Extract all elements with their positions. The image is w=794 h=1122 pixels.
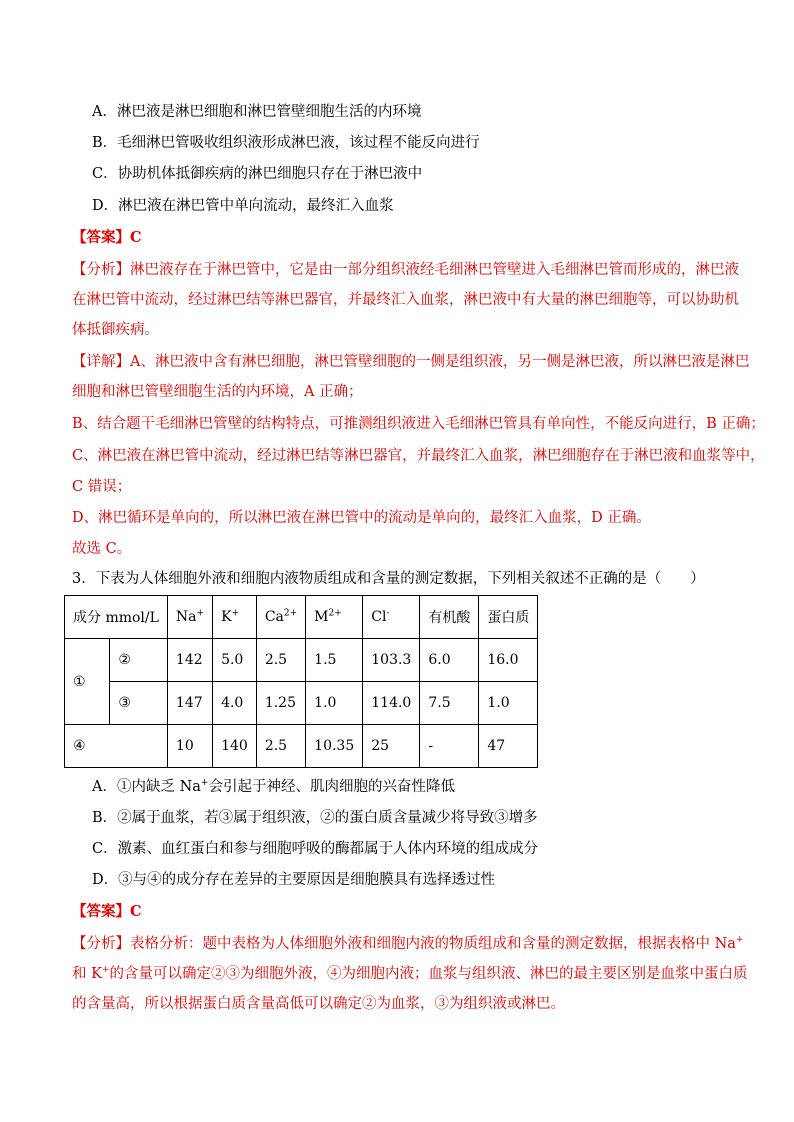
table-row — [65, 725, 538, 768]
cell: 1.0 — [479, 682, 538, 725]
analysis-q2-line-2: 在淋巴管中流动，经过淋巴结等淋巴器官，并最终汇入血浆，淋巴液中有大量的淋巴细胞等，可以协助机 — [72, 292, 739, 308]
cell: 7.5 — [420, 682, 479, 725]
cell: 2.5 — [256, 639, 305, 682]
option-b: B．毛细淋巴管吸收组织液形成淋巴液，该过程不能反向进行 — [92, 135, 480, 151]
detail-q2-line-6: D、淋巴循环是单向的，所以淋巴液在淋巴管中的流动是单向的，最终汇入血浆，D 正确。 — [72, 510, 651, 526]
cell: 10.35 — [306, 725, 363, 768]
cell: 6.0 — [420, 639, 479, 682]
row-label: ② — [110, 639, 168, 682]
table-header-row — [65, 596, 538, 639]
cell: 140 — [213, 725, 257, 768]
cell: 1.0 — [306, 682, 363, 725]
header-m: $M^{2+}$ — [306, 596, 363, 639]
header-organic-acid: 有机酸 — [420, 596, 479, 639]
header-na: Na+ — [167, 596, 212, 639]
analysis-q3-line-3: 的含量高，所以根据蛋白质含量高低可以确定②为血浆，③为组织液或淋巴。 — [72, 996, 565, 1012]
cell: 103.3 — [363, 639, 420, 682]
q3-option-c: C．激素、血红蛋白和参与细胞呼吸的酶都属于人体内环境的组成成分 — [92, 841, 539, 857]
header-cl: Cl- — [363, 596, 420, 639]
q3-option-d: D．③与④的成分存在差异的主要原因是细胞膜具有选择透过性 — [92, 872, 496, 888]
detail-q2-line-7: 故选 C。 — [72, 541, 132, 557]
detail-q2-line-5: C 错误； — [72, 479, 132, 495]
table-row — [65, 682, 538, 725]
analysis-q3-line-1: 【分析】表格分析：题中表格为人体细胞外液和细胞内液的物质组成和含量的测定数据，根据表格中 Na+ — [72, 935, 744, 952]
cell: 147 — [167, 682, 212, 725]
header-ca: $Ca^{2+}$ — [256, 596, 305, 639]
detail-q2-line-2: 细胞和淋巴管壁细胞生活的内环境，A 正确； — [72, 384, 363, 400]
cell: 2.5 — [256, 725, 305, 768]
option-d: D．淋巴液在淋巴管中单向流动，最终汇入血浆 — [92, 198, 394, 214]
option-a: A．淋巴液是淋巴细胞和淋巴管壁细胞生活的内环境 — [92, 104, 422, 120]
cell: 47 — [479, 725, 538, 768]
header-protein: 蛋白质 — [479, 596, 538, 639]
row-label: ③ — [110, 682, 168, 725]
answer-q2: 【答案】C — [72, 229, 142, 246]
q3-option-a: A．①内缺乏 Na+会引起于神经、肌肉细胞的兴奋性降低 — [92, 778, 455, 795]
question-3-stem: 3．下表为人体细胞外液和细胞内液物质组成和含量的测定数据，下列相关叙述不正确的是（ ） — [72, 571, 705, 587]
cell: - — [420, 725, 479, 768]
header-label: 成分 mmol/L — [65, 596, 168, 639]
cell: 10 — [167, 725, 212, 768]
cell: 4.0 — [213, 682, 257, 725]
analysis-q2-line-3: 体抵御疾病。 — [72, 322, 159, 338]
detail-q2-line-4: C、淋巴液在淋巴管中流动，经过淋巴结等淋巴器官，并最终汇入血浆，淋巴细胞存在于淋巴液和血浆等中， — [72, 448, 765, 464]
table-row — [65, 639, 538, 682]
answer-q3: 【答案】C — [72, 903, 142, 920]
cell: 1.25 — [256, 682, 305, 725]
cell: 1.5 — [306, 639, 363, 682]
row-label: ④ — [65, 725, 168, 768]
composition-table — [64, 595, 538, 768]
detail-q2-line-1: 【详解】A、淋巴液中含有淋巴细胞，淋巴管壁细胞的一侧是组织液，另一侧是淋巴液，所以淋巴液是淋巴 — [72, 354, 750, 370]
q3-option-b: B．②属于血浆，若③属于组织液，②的蛋白质含量减少将导致③增多 — [92, 810, 538, 826]
detail-q2-line-3: B、结合题干毛细淋巴管壁的结构特点，可推测组织液进入毛细淋巴管具有单向性，不能反向进行，B 正确； — [72, 416, 765, 432]
group-label: ① — [65, 639, 110, 725]
cell: 25 — [363, 725, 420, 768]
cell: 16.0 — [479, 639, 538, 682]
analysis-q3-line-2: 和 K+的含量可以确定②③为细胞外液，④为细胞内液；血浆与组织液、淋巴的最主要区别是血浆中蛋白质 — [72, 965, 748, 982]
cell: 142 — [167, 639, 212, 682]
analysis-q2-line-1: 【分析】淋巴液存在于淋巴管中，它是由一部分组织液经毛细淋巴管壁进入毛细淋巴管而形成的，淋巴液 — [72, 262, 739, 278]
cell: 5.0 — [213, 639, 257, 682]
header-k: K+ — [213, 596, 257, 639]
cell: 114.0 — [363, 682, 420, 725]
option-c: C．协助机体抵御疾病的淋巴细胞只存在于淋巴液中 — [92, 166, 423, 182]
